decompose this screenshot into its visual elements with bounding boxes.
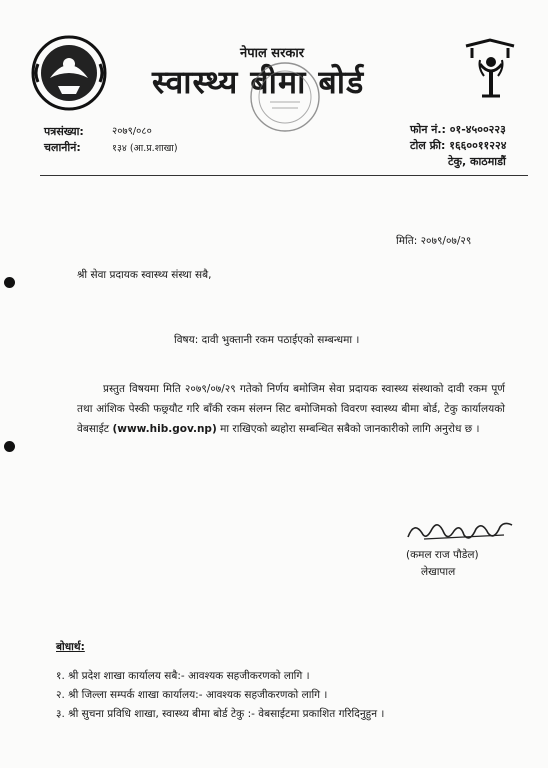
- phone-number: फोन नं.: ०१-४५००२२३: [410, 123, 506, 136]
- cc-item: २. श्री जिल्ला सम्पर्क शाखा कार्यालय:- आवश्यक सहजीकरणको लागि ।: [56, 689, 328, 701]
- signature: [404, 515, 516, 549]
- office-address: टेकु, काठमाडौं: [448, 155, 506, 168]
- letter-body-part1: प्रस्तुत विषयमा मिति २०७९/०७/२९ गतेको निर्णय बमोजिम सेवा प्रदायक स्वास्थ्य संस्थाको दावी रकम पूर्ण तथा आंशिक पेस्की फछ्र्यौट गरि बाँकी रकम संलग्न सिट बमोजिमको विवरण स्वास्थ्य बीमा बोर्ड, टेकु कार्यालयको वेबसाईट: [77, 383, 505, 435]
- punch-hole: [4, 277, 15, 288]
- letter-body-part2: मा राखिएको ब्यहोरा सम्बन्धित सबैको जानकारीको लागि अनुरोध छ ।: [220, 423, 480, 435]
- cc-item: ३. श्री सुचना प्रविधि शाखा, स्वास्थ्य बीमा बोर्ड टेकु :- वेबसाईटमा प्रकाशित गरिदिनुहुन ।: [56, 708, 385, 720]
- dispatch-number-label: चलानीनं:: [44, 141, 81, 154]
- website-link-text: (www.hib.gov.np): [112, 423, 217, 435]
- toll-free-number: टोल फ्री: १६६००११२२४: [410, 139, 507, 152]
- punch-hole: [4, 441, 15, 452]
- letter-recipient: श्री सेवा प्रदायक स्वास्थ्य संस्था सबै,: [77, 269, 212, 281]
- office-seal-stamp: [248, 60, 322, 134]
- signatory-name: (कमल राज पौडेल): [406, 549, 479, 561]
- nepal-emblem-logo: [30, 34, 108, 112]
- letter-subject: विषय: दावी भुक्तानी रकम पठाईएको सम्बन्धमा ।: [174, 334, 360, 346]
- health-insurance-board-logo: [462, 38, 520, 106]
- cc-item: १. श्री प्रदेश शाखा कार्यालय सबै:- आवश्यक सहजीकरणको लागि ।: [56, 670, 310, 682]
- signatory-title: लेखापाल: [421, 566, 456, 578]
- government-subtitle: नेपाल सरकार: [240, 46, 305, 61]
- reference-number-label: पत्रसंख्या:: [44, 125, 84, 138]
- letter-date: मिति: २०७९/०७/२९: [396, 235, 472, 247]
- cc-heading: बोधार्थ:: [56, 641, 85, 653]
- header-divider: [40, 175, 528, 176]
- organization-title: स्वास्थ्य बीमा बोर्ड: [152, 63, 365, 101]
- letter-body: [77, 379, 505, 439]
- dispatch-number-value: १३४ (आ.प्र.शाखा): [112, 143, 178, 154]
- reference-number-value: २०७९/०८०: [112, 126, 152, 137]
